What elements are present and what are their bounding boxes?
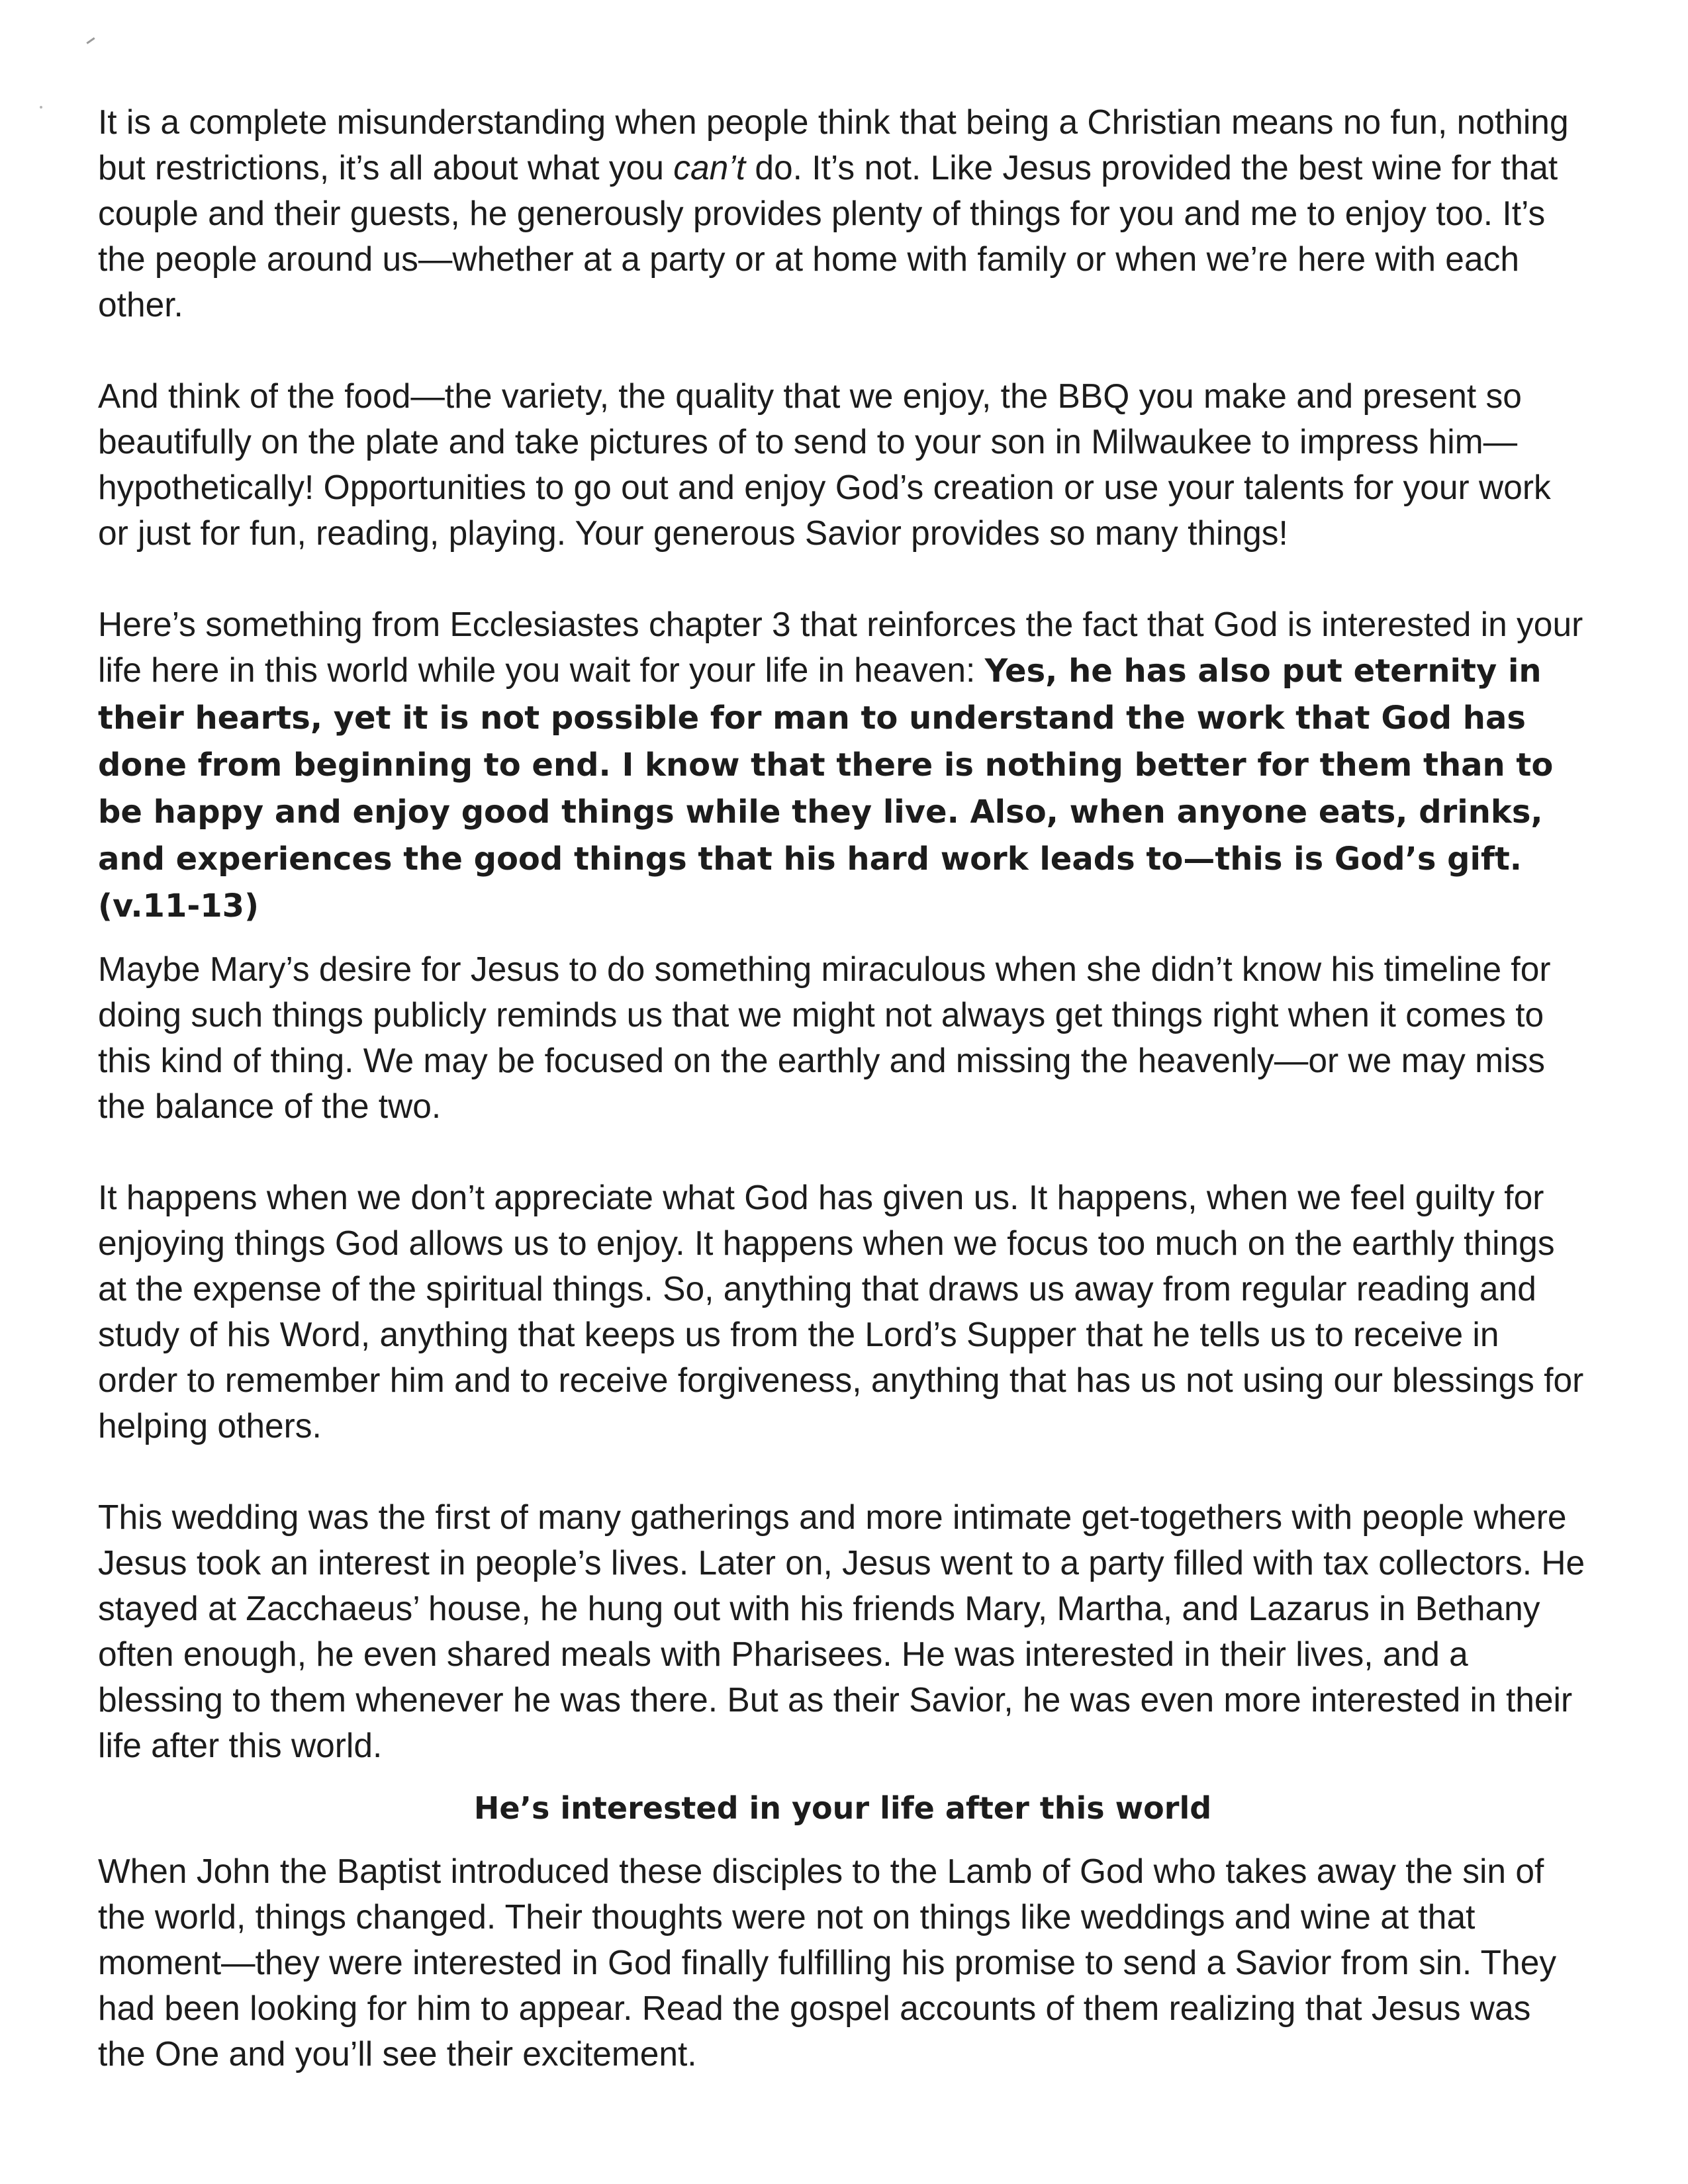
paragraph-wedding: This wedding was the first of many gatherings and more intimate get-togethers with people where Jesus took an interest in people’s lives. Later on, Jesus went to a party filled with tax collectors. He stayed at Zacchaeus’ house, he hung out with his friends Mary, Martha, and Lazarus in Bethany often enough, he even shared meals with Pharisees. He was interested in their lives, and a blessing to them whenever he was there. But as their Savior, he was even more interested in their life after this world. xyxy=(98,1498,1585,1764)
paragraph-ecclesiastes xyxy=(98,602,1587,929)
scan-mark xyxy=(86,37,95,44)
scripture-quote: Yes, he has also put eternity in their hearts, yet it is not possible for man to understand the work that God has done from beginning to end. I know that there is nothing better for them than to be happy and enjoy good things while they live. Also, when anyone eats, drinks, and experiences the good things that his hard work leads to—this is God’s gift. (v.11-13) xyxy=(98,653,1554,925)
section-heading: He’s interested in your life after this world xyxy=(473,1790,1212,1826)
paragraph-text: do. It’s not. Like Jesus provided the best wine for that couple and their guests, he generously provides plenty of things for you and me to enjoy too. It’s the people around us—whether at a party or at home with family or when we’re here with each other. xyxy=(98,148,1558,324)
paragraph-misunderstanding xyxy=(98,99,1587,328)
paragraph-john-baptist: When John the Baptist introduced these disciples to the Lamb of God who takes away the sin of the world, things changed. Their thoughts were not on things like weddings and wine at that moment—they were interested in God finally fulfilling his promise to send a Savior from sin. They had been looking for him to appear. Read the gospel accounts of them realizing that Jesus was the One and you’ll see their excitement. xyxy=(98,1852,1557,2073)
paragraph-text: Here’s something from Ecclesiastes chapter 3 that reinforces the fact that God is interested in your life here in this world while you wait for your life in heaven: xyxy=(98,605,1583,689)
paragraph-mary: Maybe Mary’s desire for Jesus to do something miraculous when she didn’t know his timeline for doing such things publicly reminds us that we might not always get things right when it comes to this kind of thing. We may be focused on the earthly and missing the heavenly—or we may miss the balance of the two. xyxy=(98,950,1551,1125)
scan-dot xyxy=(40,106,42,109)
document-page xyxy=(98,99,1587,2077)
emphasis-text: can’t xyxy=(673,148,746,187)
paragraph-it-happens: It happens when we don’t appreciate what God has given us. It happens, when we feel guilty for enjoying things God allows us to enjoy. It happens when we focus too much on the earthly things at the expense of the spiritual things. So, anything that draws us away from regular reading and study of his Word, anything that keeps us from the Lord’s Supper that he tells us to receive in order to remember him and to receive forgiveness, anything that has us not using our blessings for helping others. xyxy=(98,1178,1584,1445)
paragraph-food: And think of the food—the variety, the quality that we enjoy, the BBQ you make and present so beautifully on the plate and take pictures of to send to your son in Milwaukee to impress him—hypothetically! Opportunities to go out and enjoy God’s creation or use your talents for your work or just for fun, reading, playing. Your generous Savior provides so many things! xyxy=(98,377,1551,552)
paragraph-text: It is a complete misunderstanding when people think that being a Christian means no fun, nothing but restrictions, it’s all about what you xyxy=(98,103,1569,187)
